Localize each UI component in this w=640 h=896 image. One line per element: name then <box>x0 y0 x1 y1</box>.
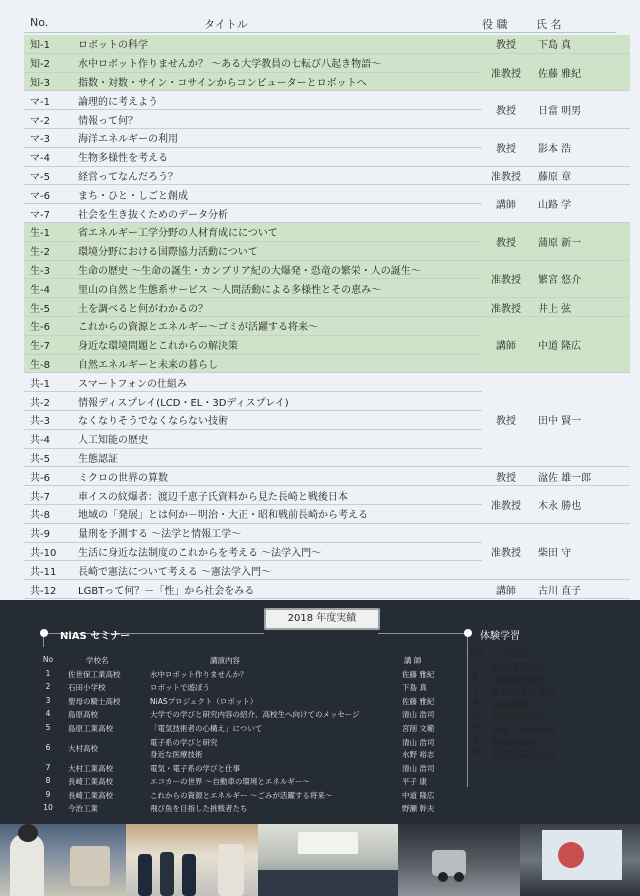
course-title <box>74 222 482 241</box>
nias-no: 7 <box>45 762 51 772</box>
photo-students-robot <box>0 824 126 896</box>
course-no: 知-3 <box>24 72 74 91</box>
course-title <box>74 241 482 260</box>
photo-strip <box>0 824 640 896</box>
instructor-role: 准教授 <box>482 53 530 91</box>
course-title <box>74 316 482 335</box>
nias-content: 身近な医療技術 <box>150 749 203 759</box>
course-title-text: 量刑を予測する ～法学と情報工学～ <box>78 529 242 541</box>
course-no: 共-11 <box>24 561 74 580</box>
nias-lecturer: 宮削 文範 <box>402 723 435 733</box>
instructor-name: 下島 真 <box>530 35 630 53</box>
table-row <box>24 91 630 110</box>
instructor-role: 教授 <box>482 373 530 467</box>
taiken-table <box>470 647 620 761</box>
course-title <box>74 185 482 204</box>
taiken-no: 6 <box>472 722 478 733</box>
taiken-school: 長崎明誠高校 <box>492 713 547 724</box>
instructor-name: 古川 直子 <box>530 580 630 599</box>
course-no: 共-8 <box>24 504 74 523</box>
course-no: 共-6 <box>24 467 74 486</box>
instructor-name: 柴田 守 <box>530 523 630 579</box>
taiken-no: 4 <box>472 697 478 708</box>
nias-title: NiAS セミナー <box>60 631 131 642</box>
course-title <box>74 260 482 279</box>
course-title-text: ミクロの世界の算数 <box>78 472 168 484</box>
course-title <box>74 448 482 467</box>
taiken-school: 島原翔南高校 <box>492 663 547 673</box>
course-title <box>74 147 482 166</box>
taiken-no: 1 <box>472 660 478 670</box>
instructor-name: 繁宮 悠介 <box>530 260 630 298</box>
course-no: 生-6 <box>24 316 74 335</box>
nias-no: 8 <box>45 776 51 786</box>
nias-content: 大学での学びと研究内容の紹介、高校生へ向けてのメッセージ <box>150 710 360 720</box>
course-title-text: 人工知能の歴史 <box>78 435 148 447</box>
nias-lecturer: 佐藤 雅紀 <box>402 669 435 679</box>
divider-right <box>378 633 468 634</box>
course-title-text: 生態認証 <box>78 453 118 465</box>
nias-no: 10 <box>43 803 53 813</box>
instructor-name: 田中 賢一 <box>530 373 630 467</box>
nias-school: 石田小学校 <box>68 683 106 693</box>
photo-presentation-screen <box>520 824 640 896</box>
nias-content: 「電気技術者の心構え」について <box>150 723 263 733</box>
nias-row <box>42 762 452 776</box>
course-no: 共-2 <box>24 392 74 411</box>
connector-line <box>43 637 44 647</box>
course-title-text: なくなりそうでなくならない技術 <box>78 416 228 428</box>
course-title <box>74 542 482 561</box>
instructor-role: 准教授 <box>482 298 530 317</box>
course-title <box>74 467 482 486</box>
nias-school: 今治工業 <box>68 804 98 814</box>
instructor-name: 山路 学 <box>530 185 630 223</box>
table-row <box>24 53 630 72</box>
taiken-school: 精道三川台高校 <box>492 725 556 736</box>
instructor-name: 藤原 章 <box>530 166 630 185</box>
nias-lecturer: 清山 浩司 <box>402 710 435 720</box>
nias-row <box>42 736 452 762</box>
instructor-name: 影本 浩 <box>530 128 630 166</box>
course-title-text: 車イスの紋爆者：渡辺千恵子氏資料から見た長崎と戦後日本 <box>78 491 348 503</box>
header-title: タイトル <box>204 18 248 31</box>
nias-school: 島原工業高校 <box>68 723 113 733</box>
course-title-text: 生命の歴史 ～生命の誕生・カンブリア紀の大爆発・恐竜の繁栄・人の誕生～ <box>78 265 421 277</box>
nias-no: 5 <box>45 722 51 732</box>
instructor-role: 准教授 <box>482 260 530 298</box>
course-no: 知-2 <box>24 53 74 72</box>
course-title-text: 長崎で憲法について考える ～憲法学入門～ <box>78 566 271 578</box>
taiken-row <box>470 736 620 749</box>
course-no: 共-10 <box>24 542 74 561</box>
course-no: 生-1 <box>24 222 74 241</box>
course-no: 生-4 <box>24 279 74 298</box>
nias-content: NiASプロジェクト（ロボット） <box>150 696 258 706</box>
taiken-row <box>470 673 620 686</box>
course-title-text: スマートフォンの仕組み <box>78 378 187 390</box>
nias-no: 6 <box>45 742 51 752</box>
course-title <box>74 35 482 53</box>
course-title <box>74 486 482 505</box>
nias-no: 3 <box>45 695 51 705</box>
course-no: 共-12 <box>24 580 74 599</box>
instructor-role: 教授 <box>482 128 530 166</box>
nias-row <box>42 695 452 709</box>
course-title-text: LGBTって何？－「性」から社会をみる <box>78 585 255 597</box>
nias-lecturer: 清山 浩司 <box>402 763 435 773</box>
course-title-text: 生活に身近な法制度のこれからを考える ～法学入門～ <box>78 547 322 559</box>
nias-lecturer: 水野 裕志 <box>402 749 435 759</box>
table-row <box>24 166 630 185</box>
nias-content: 飛び魚を目指した挑戦者たち <box>150 804 248 814</box>
course-title-text: まち・ひと・しごと創成 <box>78 190 188 202</box>
course-title <box>74 504 482 523</box>
course-title <box>74 373 482 392</box>
photo-robot-demo <box>398 824 520 896</box>
course-title-text: 海洋エネルギーの利用 <box>78 134 178 146</box>
nias-row <box>42 775 452 789</box>
course-title-text: 環境分野における国際協力活動について <box>78 247 258 259</box>
course-title <box>74 410 482 429</box>
taiken-header-school: 学校名 <box>504 650 532 660</box>
nias-no: 1 <box>45 668 51 678</box>
course-title-text: 情報ディスプレイ(LCD・EL・3Dディスプレイ) <box>78 397 289 409</box>
course-title <box>74 561 482 580</box>
course-title <box>74 53 482 72</box>
course-title-text: 生物多様性を考える <box>78 153 168 165</box>
nias-header-school: 学校名 <box>86 656 109 665</box>
instructor-role: 教授 <box>482 467 530 486</box>
nias-lecturer: 佐藤 雅紀 <box>402 696 435 706</box>
taiken-school: 島原高校 <box>492 700 529 711</box>
taiken-row <box>470 698 620 711</box>
taiken-row <box>470 685 620 698</box>
nias-content: 電子系の学びと研究 <box>150 737 218 747</box>
course-no: 共-1 <box>24 373 74 392</box>
course-title-text: 省エネルギー工学分野の人材育成にについて <box>78 228 278 240</box>
table-row <box>24 260 630 279</box>
instructor-role: 教授 <box>482 222 530 260</box>
nias-school: 長崎工業高校 <box>68 777 113 787</box>
nias-school: 長崎工業高校 <box>68 790 113 800</box>
instructor-role: 教授 <box>482 91 530 129</box>
nias-header-row <box>42 654 452 668</box>
taiken-header-no: No <box>470 647 483 657</box>
course-title <box>74 580 482 599</box>
nias-content: ロボットで遊ぼう <box>150 683 210 693</box>
nias-lecturer: 清山 浩司 <box>402 737 435 747</box>
instructor-name: 蒲原 新一 <box>530 222 630 260</box>
nias-lecturer: 中道 隆広 <box>402 790 435 800</box>
course-no: 生-5 <box>24 298 74 317</box>
nias-row <box>42 802 452 816</box>
taiken-no: 5 <box>472 710 478 721</box>
nias-content: 水中ロボット作りませんか？ <box>150 669 248 679</box>
taiken-school: 長崎北陽台高校 <box>492 751 556 762</box>
course-no: 共-5 <box>24 448 74 467</box>
course-title <box>74 354 482 373</box>
taiken-school: 鎮興館高校 <box>492 738 538 749</box>
course-no: マ-4 <box>24 147 74 166</box>
instructor-name: 佐藤 雅紀 <box>530 53 630 91</box>
nias-row <box>42 668 452 682</box>
course-title-text: ロボットの科学 <box>78 40 148 52</box>
year-label: 2018 年度実績 <box>264 608 380 630</box>
course-no: 生-7 <box>24 335 74 354</box>
course-title <box>74 392 482 411</box>
nias-lecturer: 下島 真 <box>402 683 427 693</box>
course-title-text: 里山の自然と生態系サービス ～人間活動による多様性とその恵み～ <box>78 284 382 296</box>
nias-header-lecturer: 講 師 <box>404 656 422 665</box>
course-no: マ-5 <box>24 166 74 185</box>
table-row <box>24 128 630 147</box>
table-row <box>24 222 630 241</box>
taiken-row <box>470 710 620 723</box>
instructor-name: 中道 隆広 <box>530 316 630 372</box>
nias-content: エコカーの世界 ～自動車の環境とエネルギー～ <box>150 777 310 787</box>
bullet-icon <box>40 629 48 637</box>
course-title <box>74 166 482 185</box>
course-no: 共-7 <box>24 486 74 505</box>
instructor-role: 准教授 <box>482 523 530 579</box>
course-title-text: 水中ロボット作りませんか？ ～ある大学教員の七転び八起き物語～ <box>78 59 382 71</box>
table-row <box>24 523 630 542</box>
header-no: No. <box>30 16 49 29</box>
course-title <box>74 523 482 542</box>
instructor-name: 湓佐 雄一郎 <box>530 467 630 486</box>
nias-content: 電気・電子系の学びと仕事 <box>150 763 240 773</box>
photo-lecture-hall <box>258 824 398 896</box>
nias-row <box>42 722 452 736</box>
nias-school: 大村高校 <box>68 743 98 753</box>
photo-classroom <box>126 824 258 896</box>
instructor-role: 准教授 <box>482 166 530 185</box>
instructor-role: 教授 <box>482 35 530 53</box>
course-no: 共-4 <box>24 429 74 448</box>
instructor-role: 講師 <box>482 580 530 599</box>
course-no: マ-6 <box>24 185 74 204</box>
table-row <box>24 486 630 505</box>
taiken-school: 佐世保北中学校 <box>492 688 556 699</box>
course-title-text: 情報って何？ <box>78 115 138 127</box>
header-name: 氏 名 <box>536 18 562 31</box>
table-row <box>24 35 630 53</box>
table-row <box>24 316 630 335</box>
nias-school: 聖母の騎士高校 <box>68 696 121 706</box>
taiken-header-row <box>470 647 620 660</box>
table-row <box>24 185 630 204</box>
course-title-text: 社会を生き抜くためのデータ分析 <box>78 209 228 221</box>
instructor-name: 井上 弦 <box>530 298 630 317</box>
nias-content: これからの資源とエネルギー ～ごみが活躍する将来～ <box>150 790 333 800</box>
nias-no: 9 <box>45 789 51 799</box>
connector-line <box>467 637 468 787</box>
course-no: 生-3 <box>24 260 74 279</box>
taiken-row <box>470 723 620 736</box>
course-title <box>74 429 482 448</box>
bullet-icon <box>464 629 472 637</box>
course-no: 共-9 <box>24 523 74 542</box>
instructor-name: 木永 勝也 <box>530 486 630 524</box>
course-no: 共-3 <box>24 410 74 429</box>
course-no: 生-2 <box>24 241 74 260</box>
instructor-role: 講師 <box>482 316 530 372</box>
course-title-text: 自然エネルギーと未来の暮らし <box>78 359 218 371</box>
table-row <box>24 298 630 317</box>
nias-row <box>42 708 452 722</box>
header-role: 役 職 <box>482 18 508 31</box>
nias-lecturer: 野瀬 幹夫 <box>402 804 435 814</box>
course-title <box>74 279 482 298</box>
taiken-row <box>470 748 620 761</box>
table-row <box>24 580 630 599</box>
course-title <box>74 335 482 354</box>
course-no: 生-8 <box>24 354 74 373</box>
course-title <box>74 128 482 147</box>
course-title <box>74 91 482 110</box>
taiken-school: 長崎鶴洋高校 <box>492 675 547 686</box>
course-no: マ-7 <box>24 204 74 223</box>
course-title-text: 土を調べると何がわかるの？ <box>78 303 208 315</box>
instructor-role: 講師 <box>482 185 530 223</box>
nias-school: 大村工業高校 <box>68 763 113 773</box>
taiken-no: 3 <box>472 685 478 696</box>
course-title-text: 経営ってなんだろう？ <box>78 171 178 183</box>
taiken-row <box>470 660 620 673</box>
table-header <box>24 12 616 33</box>
course-no: マ-2 <box>24 110 74 129</box>
course-no: マ-1 <box>24 91 74 110</box>
nias-school: 島原高校 <box>68 710 98 720</box>
nias-row <box>42 681 452 695</box>
course-title <box>74 204 482 223</box>
instructor-name: 日當 明男 <box>530 91 630 129</box>
taiken-no: 7 <box>472 735 478 746</box>
taiken-no: 2 <box>472 672 478 683</box>
table-row <box>24 467 630 486</box>
nias-no: 2 <box>45 682 51 692</box>
course-title-text: 指数・対数・サイン・コサインからコンピューターとロボットへ <box>78 77 367 89</box>
nias-header-no: No <box>42 655 54 664</box>
course-no: 知-1 <box>24 35 74 53</box>
course-title <box>74 110 482 129</box>
taiken-no: 8 <box>472 748 478 759</box>
course-no: マ-3 <box>24 128 74 147</box>
course-title-text: 身近な環境問題とこれからの解決策 <box>78 341 238 353</box>
nias-header-content: 講演内容 <box>210 656 240 665</box>
taiken-title: 体験学習 <box>480 631 520 642</box>
course-title <box>74 298 482 317</box>
course-title <box>74 72 482 91</box>
course-title-text: これからの資源とエネルギー～ゴミが活躍する将来～ <box>78 322 318 334</box>
nias-lecturer: 平子 康 <box>402 777 427 787</box>
course-title-text: 論理的に考えよう <box>78 96 158 108</box>
nias-row <box>42 789 452 803</box>
nias-school: 佐世保工業高校 <box>68 669 121 679</box>
table-row <box>24 373 630 392</box>
nias-no: 4 <box>45 709 51 719</box>
instructor-role: 准教授 <box>482 486 530 524</box>
course-title-text: 地域の「発展」とは何か－明治・大正・昭和戦前長崎から考える <box>78 510 368 522</box>
nias-seminar-table <box>42 654 452 816</box>
course-table <box>24 35 630 618</box>
